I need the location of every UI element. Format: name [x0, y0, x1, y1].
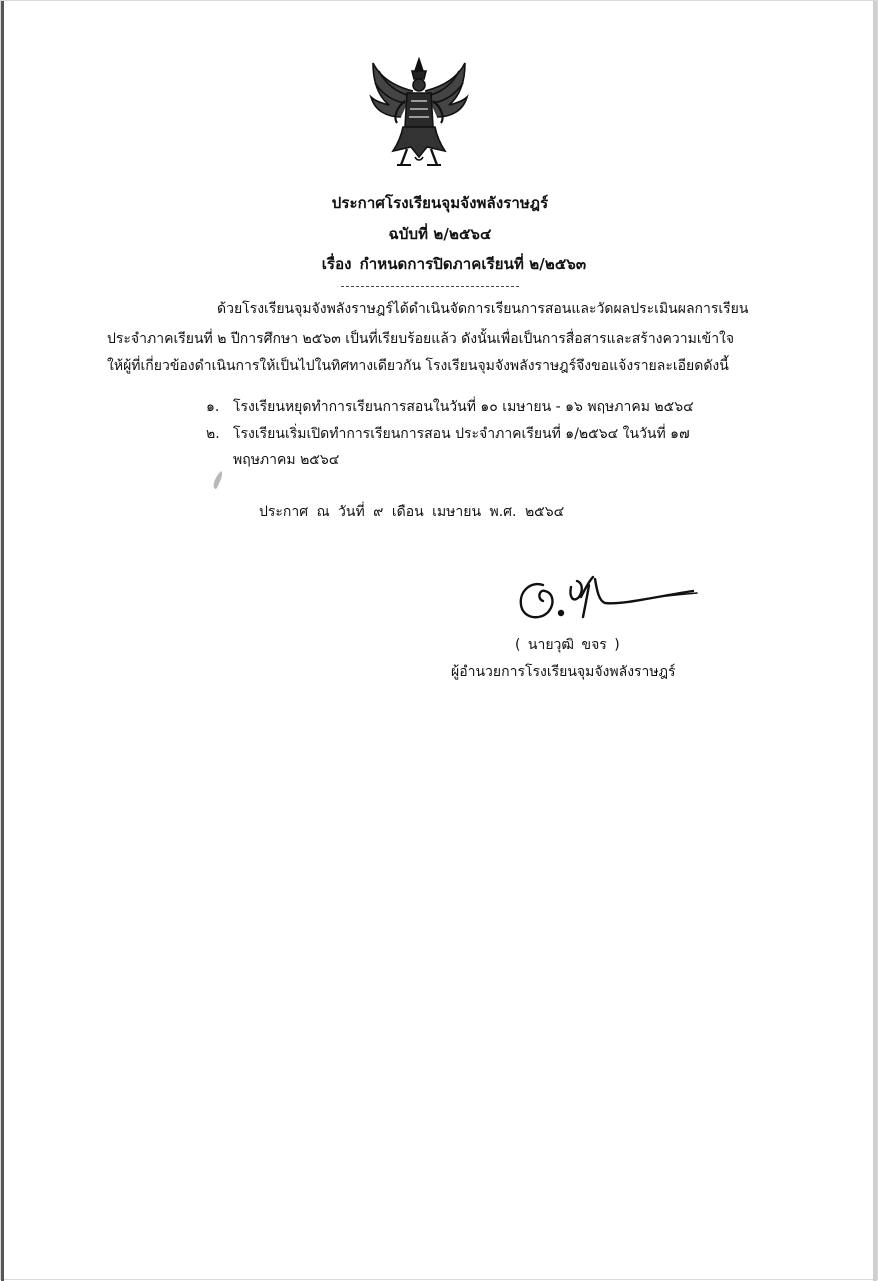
- list-item-continuation: พฤษภาคม ๒๕๖๔: [233, 452, 340, 468]
- ink-smudge: [211, 469, 225, 491]
- body-paragraph-line-1: ด้วยโรงเรียนจุมจังพลังราษฎร์ได้ดำเนินจัดการเรียนการสอนและวัดผลประเมินผลการเรียน: [217, 301, 749, 317]
- body-paragraph-line-3: ให้ผู้ที่เกี่ยวข้องดำเนินการให้เป็นไปในทิศทางเดียวกัน โรงเรียนจุมจังพลังราษฎร์จึงขอแจ้งรายละเอียดดังนี้: [107, 358, 729, 374]
- title-divider: [341, 286, 519, 287]
- announcement-date: ประกาศ ณ วันที่ ๙ เดือน เมษายน พ.ศ. ๒๕๖๔: [259, 504, 565, 520]
- announcement-subject: [15, 252, 878, 276]
- list-item: [206, 423, 690, 445]
- list-item-text: โรงเรียนเริ่มเปิดทำการเรียนการสอน ประจำภาคเรียนที่ ๑/๒๕๖๔ ในวันที่ ๑๗: [233, 426, 690, 442]
- list-item-number: ๑.: [206, 399, 220, 415]
- subject-label: เรื่อง: [321, 255, 352, 273]
- body-paragraph-line-2: ประจำภาคเรียนที่ ๒ ปีการศึกษา ๒๕๖๓ เป็นที่เรียบร้อยแล้ว ดังนั้นเพื่อเป็นการสื่อสารและสร้างความเข้าใจ: [107, 331, 735, 347]
- signer-title: ผู้อำนวยการโรงเรียนจุมจังพลังราษฎร์: [451, 664, 676, 680]
- handwritten-signature: [513, 567, 703, 629]
- signer-name: ( นายวุฒิ ขจร ): [515, 637, 620, 653]
- announcement-issue: ฉบับที่ ๒/๒๕๖๔: [388, 225, 492, 243]
- subject-text: กำหนดการปิดภาคเรียนที่ ๒/๒๕๖๓: [359, 255, 587, 273]
- list-item-text: โรงเรียนหยุดทำการเรียนการสอนในวันที่ ๑๐ เมษายน - ๑๖ พฤษภาคม ๒๕๖๔: [233, 399, 694, 415]
- announcement-title: ประกาศโรงเรียนจุมจังพลังราษฎร์: [331, 194, 549, 212]
- list-item-number: ๒.: [206, 426, 220, 442]
- list-item: [206, 396, 694, 418]
- garuda-emblem-icon: [367, 57, 471, 169]
